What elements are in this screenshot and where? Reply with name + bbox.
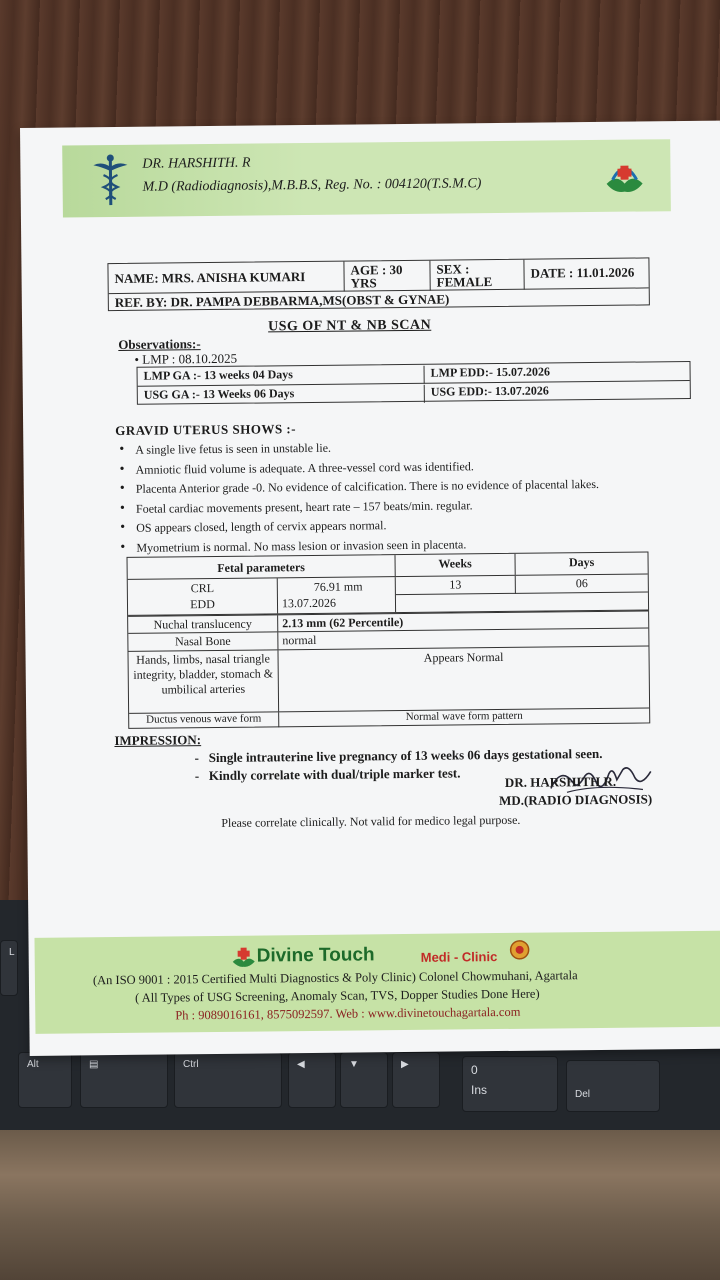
list-item: • Myometrium is normal. No mass lesion or invasion seen in placenta. [116,534,696,560]
doctor-qualification: M.D (Radiodiagnosis),M.B.B.S, Reg. No. : 004120(T.S.M.C) [142,176,482,195]
crl-edd-values [278,577,396,613]
ductus-label: Ductus venous wave form [129,712,279,729]
impression-text: Single intrauterine live pregnancy of 13 weeks 06 days gestational seen. [208,745,603,766]
lmp-ga: LMP GA :- 13 weeks 04 Days [143,367,293,383]
report-paper [20,121,720,1056]
key-left-arrow [288,1052,336,1108]
key-label: L [9,947,15,958]
observations-label: Observations:- [118,336,201,352]
edd-label: EDD [190,596,215,612]
key-down-arrow [340,1052,388,1108]
table-row [128,574,648,615]
key-label: Del [575,1089,591,1100]
letterhead-band [62,139,671,217]
column-header: Fetal parameters [128,555,396,579]
findings-list [115,437,696,560]
list-item: • Amniotic fluid volume is adequate. A three-vessel cord was identified. [116,456,696,482]
fetal-parameters-table [126,551,650,728]
left-arrow-icon: ◀ [297,1059,305,1070]
patient-name: NAME: MRS. ANISHA KUMARI [108,262,344,294]
report-title: USG OF NT & NB SCAN [268,317,432,335]
table-edge-background [0,1130,720,1280]
key-alt [18,1052,72,1108]
anatomy-label: Hands, limbs, nasal triangle integrity, bladder, stomach & umbilical arteries [128,650,279,713]
gestational-age-table [137,361,691,405]
crl-label: CRL [190,580,215,596]
key-right-arrow [392,1052,440,1108]
crl-edd-labels [128,578,278,615]
nasal-bone-label: Nasal Bone [128,632,278,651]
gravid-uterus-heading: GRAVID UTERUS SHOWS :- [115,421,297,439]
column-header: Weeks [395,554,515,576]
patient-age: AGE : 30 YRS [344,261,430,292]
key-l [0,940,18,996]
referred-by: REF. BY: DR. PAMPA DEBBARMA,MS(OBST & GYNAE) [114,291,450,311]
patient-sex: SEX : FEMALE [430,260,524,291]
list-item: • A single live fetus is seen in unstable lie. [115,437,695,463]
clinic-contact: Ph : 9089016161, 8575092597. Web : www.divinetouchagartala.com [175,1004,521,1023]
lmp-value: LMP : 08.10.2025 [142,350,238,367]
column-header: Days [568,555,595,570]
clinic-brand: Divine Touch [256,944,375,967]
table-row [128,646,649,713]
impression-item: - Kindly correlate with dual/triple marker test. [194,765,461,784]
key-label: Alt [27,1059,39,1070]
clinic-brand-sub: Medi - Clinic [420,949,498,965]
edd-value: 13.07.2026 [281,595,337,611]
usg-ga: USG GA :- 13 Weeks 06 Days [143,386,295,402]
nuchal-label: Nuchal translucency [128,615,278,633]
clinic-logo-icon [231,944,257,970]
report-date: DATE : 11.01.2026 [530,264,635,281]
clinic-certification: (An ISO 9001 : 2015 Certified Multi Diagnostics & Poly Clinic) Colonel Chowmuhani, Agartala [92,968,578,988]
patient-info-row [108,258,648,294]
key-menu [80,1052,168,1108]
right-arrow-icon: ▶ [401,1059,409,1070]
key-ctrl [174,1052,282,1108]
anatomy-value: Appears Normal [423,649,504,665]
down-arrow-icon: ▼ [349,1059,359,1070]
clinic-logo-icon [602,153,646,197]
impression-label: IMPRESSION: [114,732,202,749]
usg-edd: USG EDD:- 13.07.2026 [424,383,549,402]
key-label: Ins [471,1083,488,1097]
lmp-line: • LMP : 08.10.2025 [134,350,238,367]
key-del [566,1060,660,1112]
nasal-bone-value: normal [282,632,317,648]
signatory-qualification: MD.(RADIO DIAGNOSIS) [498,791,653,809]
doctor-name: DR. HARSHITH. R [142,155,251,172]
key-label: Ctrl [183,1059,199,1070]
key-ins [462,1056,558,1112]
iso-seal-icon [509,939,531,961]
lmp-edd: LMP EDD:- 15.07.2026 [424,364,551,383]
crl-value: 76.91 mm [313,579,363,594]
impression-text: Kindly correlate with dual/triple marker test. [208,765,461,784]
clinic-services: ( All Types of USG Screening, Anomaly Scan, TVS, Dopper Studies Done Here) [135,986,540,1005]
signatory-name: DR. HARSHITH R. [504,773,617,790]
list-item: • Placenta Anterior grade -0. No evidence of calcification. There is no evidence of placental lakes. [116,476,696,502]
menu-icon: ▤ [89,1059,99,1070]
caduceus-icon [90,153,131,207]
list-item: • Foetal cardiac movements present, heart rate – 157 beats/min. regular. [116,495,696,521]
ductus-value: Normal wave form pattern [405,709,523,723]
list-item: • OS appears closed, length of cervix appears normal. [116,515,696,541]
crl-weeks: 13 [396,576,516,595]
crl-days: 06 [516,574,648,593]
clinic-footer [34,931,720,1034]
impression-item: - Single intrauterine live pregnancy of 13 weeks 06 days gestational seen. [194,745,603,766]
key-label: 0 [471,1063,478,1077]
patient-info-table [107,257,649,311]
nuchal-value: 2.13 mm (62 Percentile) [282,615,404,631]
disclaimer: Please correlate clinically. Not valid for medico legal purpose. [221,812,521,830]
